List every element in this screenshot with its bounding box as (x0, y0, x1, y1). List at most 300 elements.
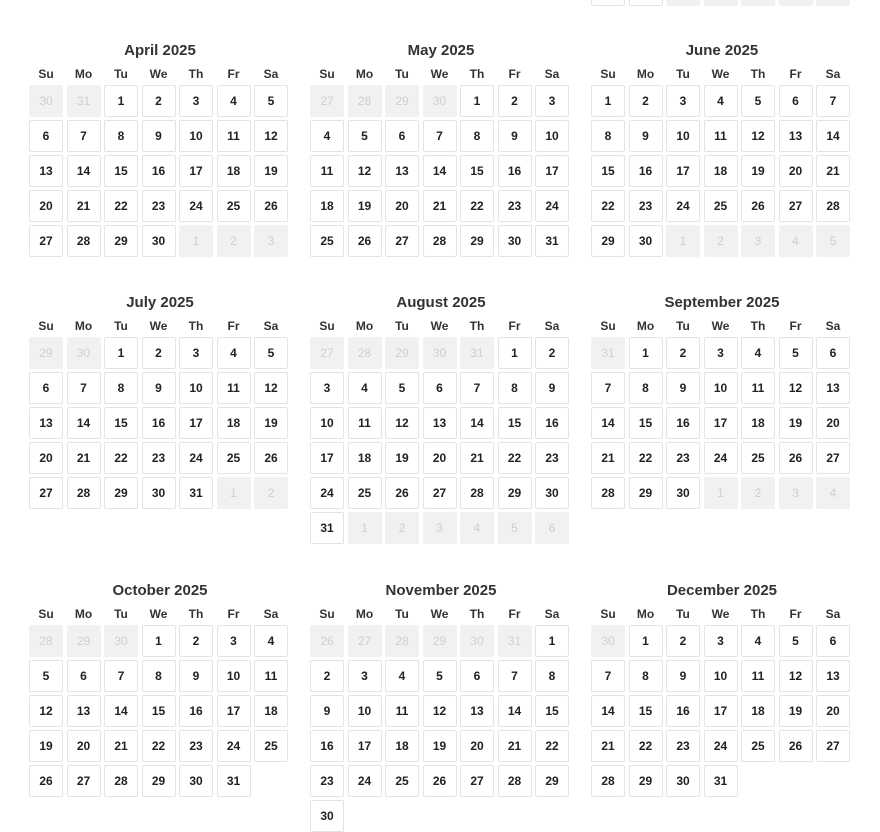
day-cell[interactable]: 9 (179, 660, 213, 692)
outside-day-cell[interactable]: 26 (310, 625, 344, 657)
day-cell[interactable]: 9 (666, 372, 700, 404)
day-cell[interactable]: 5 (385, 372, 419, 404)
day-cell[interactable]: 24 (704, 730, 738, 762)
day-cell[interactable]: 23 (629, 190, 663, 222)
day-cell[interactable]: 16 (498, 155, 532, 187)
day-cell[interactable]: 4 (217, 337, 251, 369)
day-cell[interactable]: 17 (535, 155, 569, 187)
day-cell[interactable]: 28 (498, 765, 532, 797)
outside-day-cell[interactable]: 3 (423, 512, 457, 544)
day-cell[interactable]: 21 (498, 730, 532, 762)
day-cell[interactable]: 19 (779, 407, 813, 439)
day-cell[interactable]: 15 (591, 155, 625, 187)
outside-day-cell[interactable]: 30 (67, 337, 101, 369)
day-cell[interactable]: 25 (741, 442, 775, 474)
day-cell[interactable]: 28 (423, 225, 457, 257)
day-cell[interactable]: 31 (704, 765, 738, 797)
outside-day-cell[interactable]: 2 (741, 477, 775, 509)
day-cell[interactable]: 28 (67, 225, 101, 257)
day-cell[interactable]: 7 (460, 372, 494, 404)
day-cell[interactable]: 29 (629, 477, 663, 509)
day-cell[interactable]: 20 (779, 155, 813, 187)
day-cell[interactable]: 14 (423, 155, 457, 187)
day-cell[interactable]: 18 (348, 442, 382, 474)
day-cell[interactable]: 2 (535, 337, 569, 369)
day-cell[interactable]: 17 (704, 407, 738, 439)
day-cell[interactable]: 8 (629, 372, 663, 404)
day-cell[interactable]: 4 (385, 660, 419, 692)
day-cell[interactable]: 18 (741, 695, 775, 727)
day-cell[interactable]: 21 (104, 730, 138, 762)
day-cell[interactable]: 11 (217, 120, 251, 152)
outside-day-cell[interactable]: 31 (498, 625, 532, 657)
day-cell[interactable]: 12 (385, 407, 419, 439)
day-cell[interactable]: 14 (498, 695, 532, 727)
day-cell[interactable]: 20 (816, 695, 850, 727)
day-cell[interactable]: 29 (460, 225, 494, 257)
day-cell[interactable]: 30 (666, 765, 700, 797)
day-cell[interactable]: 10 (704, 660, 738, 692)
day-cell[interactable]: 11 (741, 372, 775, 404)
day-cell[interactable]: 13 (779, 120, 813, 152)
day-cell[interactable]: 9 (666, 660, 700, 692)
outside-day-cell[interactable]: 27 (310, 85, 344, 117)
day-cell[interactable]: 29 (104, 225, 138, 257)
day-cell[interactable]: 17 (310, 442, 344, 474)
day-cell[interactable]: 5 (423, 660, 457, 692)
outside-day-cell[interactable]: 4 (460, 512, 494, 544)
outside-day-cell[interactable]: 30 (423, 337, 457, 369)
outside-day-cell[interactable]: 5 (816, 225, 850, 257)
outside-day-cell[interactable]: 30 (29, 85, 63, 117)
day-cell[interactable]: 7 (67, 372, 101, 404)
day-cell[interactable] (816, 0, 850, 6)
day-cell[interactable]: 1 (629, 337, 663, 369)
day-cell[interactable]: 30 (666, 477, 700, 509)
day-cell[interactable]: 5 (779, 337, 813, 369)
outside-day-cell[interactable]: 30 (591, 625, 625, 657)
day-cell[interactable]: 21 (423, 190, 457, 222)
day-cell[interactable]: 20 (385, 190, 419, 222)
day-cell[interactable]: 26 (385, 477, 419, 509)
day-cell[interactable]: 18 (254, 695, 288, 727)
day-cell[interactable]: 18 (310, 190, 344, 222)
day-cell[interactable]: 1 (535, 625, 569, 657)
outside-day-cell[interactable]: 2 (254, 477, 288, 509)
day-cell[interactable]: 12 (779, 372, 813, 404)
day-cell[interactable]: 24 (348, 765, 382, 797)
day-cell[interactable]: 15 (104, 155, 138, 187)
day-cell[interactable]: 19 (779, 695, 813, 727)
day-cell[interactable]: 15 (104, 407, 138, 439)
day-cell[interactable]: 22 (460, 190, 494, 222)
day-cell[interactable]: 11 (385, 695, 419, 727)
day-cell[interactable]: 27 (779, 190, 813, 222)
day-cell[interactable]: 27 (67, 765, 101, 797)
day-cell[interactable]: 21 (591, 442, 625, 474)
day-cell[interactable]: 5 (779, 625, 813, 657)
day-cell[interactable]: 25 (741, 730, 775, 762)
day-cell[interactable]: 8 (591, 120, 625, 152)
day-cell[interactable]: 1 (498, 337, 532, 369)
outside-day-cell[interactable]: 31 (591, 337, 625, 369)
day-cell[interactable]: 10 (348, 695, 382, 727)
day-cell[interactable]: 1 (460, 85, 494, 117)
outside-day-cell[interactable]: 3 (779, 477, 813, 509)
outside-day-cell[interactable]: 29 (29, 337, 63, 369)
day-cell[interactable]: 9 (142, 120, 176, 152)
day-cell[interactable]: 9 (535, 372, 569, 404)
outside-day-cell[interactable]: 2 (704, 225, 738, 257)
day-cell[interactable]: 13 (460, 695, 494, 727)
day-cell[interactable]: 26 (348, 225, 382, 257)
day-cell[interactable]: 11 (704, 120, 738, 152)
day-cell[interactable]: 6 (29, 372, 63, 404)
day-cell[interactable]: 25 (385, 765, 419, 797)
day-cell[interactable]: 21 (67, 190, 101, 222)
day-cell[interactable]: 13 (816, 372, 850, 404)
day-cell[interactable]: 25 (310, 225, 344, 257)
day-cell[interactable]: 1 (629, 625, 663, 657)
day-cell[interactable]: 16 (535, 407, 569, 439)
day-cell[interactable]: 10 (310, 407, 344, 439)
outside-day-cell[interactable]: 30 (423, 85, 457, 117)
day-cell[interactable]: 7 (498, 660, 532, 692)
day-cell[interactable]: 26 (254, 190, 288, 222)
day-cell[interactable]: 15 (629, 695, 663, 727)
day-cell[interactable]: 4 (741, 625, 775, 657)
day-cell[interactable]: 6 (816, 337, 850, 369)
day-cell[interactable]: 27 (816, 730, 850, 762)
day-cell[interactable]: 14 (67, 155, 101, 187)
day-cell[interactable]: 22 (629, 730, 663, 762)
outside-day-cell[interactable]: 28 (348, 85, 382, 117)
outside-day-cell[interactable]: 27 (348, 625, 382, 657)
outside-day-cell[interactable]: 2 (385, 512, 419, 544)
day-cell[interactable]: 14 (816, 120, 850, 152)
day-cell[interactable]: 29 (498, 477, 532, 509)
outside-day-cell[interactable]: 1 (217, 477, 251, 509)
day-cell[interactable]: 29 (629, 765, 663, 797)
day-cell[interactable]: 20 (423, 442, 457, 474)
day-cell[interactable]: 1 (104, 85, 138, 117)
day-cell[interactable]: 25 (704, 190, 738, 222)
day-cell[interactable]: 30 (498, 225, 532, 257)
day-cell[interactable]: 24 (704, 442, 738, 474)
day-cell[interactable]: 16 (666, 407, 700, 439)
day-cell[interactable]: 30 (179, 765, 213, 797)
day-cell[interactable]: 4 (704, 85, 738, 117)
day-cell[interactable]: 27 (460, 765, 494, 797)
outside-day-cell[interactable]: 1 (179, 225, 213, 257)
day-cell[interactable]: 9 (498, 120, 532, 152)
day-cell[interactable]: 12 (348, 155, 382, 187)
day-cell[interactable]: 2 (629, 85, 663, 117)
day-cell[interactable]: 22 (104, 442, 138, 474)
day-cell[interactable]: 7 (423, 120, 457, 152)
day-cell[interactable]: 17 (217, 695, 251, 727)
day-cell[interactable]: 20 (816, 407, 850, 439)
day-cell[interactable]: 16 (310, 730, 344, 762)
day-cell[interactable]: 31 (179, 477, 213, 509)
day-cell[interactable]: 3 (179, 85, 213, 117)
day-cell[interactable]: 4 (310, 120, 344, 152)
day-cell[interactable]: 7 (591, 660, 625, 692)
outside-day-cell[interactable]: 29 (67, 625, 101, 657)
day-cell[interactable]: 22 (104, 190, 138, 222)
day-cell[interactable]: 11 (741, 660, 775, 692)
day-cell[interactable]: 3 (310, 372, 344, 404)
day-cell[interactable]: 19 (385, 442, 419, 474)
day-cell[interactable]: 16 (666, 695, 700, 727)
day-cell[interactable]: 8 (629, 660, 663, 692)
day-cell[interactable]: 14 (591, 695, 625, 727)
day-cell[interactable]: 15 (142, 695, 176, 727)
day-cell[interactable]: 17 (348, 730, 382, 762)
day-cell[interactable]: 6 (385, 120, 419, 152)
day-cell[interactable]: 18 (217, 155, 251, 187)
day-cell[interactable]: 26 (779, 730, 813, 762)
day-cell[interactable] (629, 0, 663, 6)
outside-day-cell[interactable]: 31 (460, 337, 494, 369)
outside-day-cell[interactable]: 1 (666, 225, 700, 257)
day-cell[interactable]: 12 (254, 372, 288, 404)
day-cell[interactable]: 23 (666, 442, 700, 474)
outside-day-cell[interactable]: 29 (385, 85, 419, 117)
day-cell[interactable]: 2 (142, 337, 176, 369)
day-cell[interactable]: 22 (591, 190, 625, 222)
day-cell[interactable]: 30 (629, 225, 663, 257)
day-cell[interactable]: 21 (816, 155, 850, 187)
day-cell[interactable]: 27 (423, 477, 457, 509)
day-cell[interactable]: 7 (104, 660, 138, 692)
day-cell[interactable]: 4 (348, 372, 382, 404)
day-cell[interactable]: 26 (741, 190, 775, 222)
day-cell[interactable]: 21 (67, 442, 101, 474)
outside-day-cell[interactable]: 31 (67, 85, 101, 117)
day-cell[interactable]: 24 (310, 477, 344, 509)
day-cell[interactable]: 1 (104, 337, 138, 369)
day-cell[interactable]: 19 (348, 190, 382, 222)
day-cell[interactable]: 16 (179, 695, 213, 727)
day-cell[interactable]: 6 (779, 85, 813, 117)
day-cell[interactable]: 2 (142, 85, 176, 117)
day-cell[interactable]: 15 (498, 407, 532, 439)
day-cell[interactable]: 3 (704, 337, 738, 369)
day-cell[interactable]: 3 (179, 337, 213, 369)
day-cell[interactable]: 17 (704, 695, 738, 727)
day-cell[interactable]: 6 (67, 660, 101, 692)
day-cell[interactable]: 31 (310, 512, 344, 544)
day-cell[interactable]: 15 (460, 155, 494, 187)
day-cell[interactable]: 7 (591, 372, 625, 404)
day-cell[interactable]: 3 (217, 625, 251, 657)
day-cell[interactable]: 28 (591, 477, 625, 509)
day-cell[interactable]: 17 (179, 407, 213, 439)
day-cell[interactable]: 13 (29, 407, 63, 439)
day-cell[interactable]: 12 (254, 120, 288, 152)
day-cell[interactable]: 8 (142, 660, 176, 692)
day-cell[interactable]: 18 (704, 155, 738, 187)
outside-day-cell[interactable]: 1 (704, 477, 738, 509)
day-cell[interactable] (741, 0, 775, 6)
day-cell[interactable]: 24 (535, 190, 569, 222)
day-cell[interactable]: 15 (535, 695, 569, 727)
day-cell[interactable]: 9 (310, 695, 344, 727)
day-cell[interactable]: 23 (310, 765, 344, 797)
day-cell[interactable]: 26 (423, 765, 457, 797)
day-cell[interactable]: 8 (535, 660, 569, 692)
day-cell[interactable]: 24 (179, 190, 213, 222)
day-cell[interactable]: 30 (142, 477, 176, 509)
day-cell[interactable]: 19 (423, 730, 457, 762)
day-cell[interactable]: 7 (816, 85, 850, 117)
day-cell[interactable]: 3 (666, 85, 700, 117)
day-cell[interactable]: 2 (666, 337, 700, 369)
day-cell[interactable]: 3 (535, 85, 569, 117)
day-cell[interactable]: 30 (142, 225, 176, 257)
day-cell[interactable]: 9 (142, 372, 176, 404)
day-cell[interactable]: 31 (535, 225, 569, 257)
day-cell[interactable]: 6 (29, 120, 63, 152)
day-cell[interactable] (591, 0, 625, 6)
day-cell[interactable]: 20 (29, 190, 63, 222)
day-cell[interactable]: 11 (310, 155, 344, 187)
day-cell[interactable]: 1 (142, 625, 176, 657)
day-cell[interactable]: 5 (29, 660, 63, 692)
day-cell[interactable]: 8 (104, 372, 138, 404)
day-cell[interactable]: 16 (629, 155, 663, 187)
day-cell[interactable]: 13 (67, 695, 101, 727)
day-cell[interactable]: 10 (666, 120, 700, 152)
day-cell[interactable]: 22 (142, 730, 176, 762)
day-cell[interactable]: 6 (460, 660, 494, 692)
day-cell[interactable]: 16 (142, 407, 176, 439)
day-cell[interactable]: 16 (142, 155, 176, 187)
day-cell[interactable]: 1 (591, 85, 625, 117)
day-cell[interactable]: 4 (741, 337, 775, 369)
day-cell[interactable]: 24 (179, 442, 213, 474)
outside-day-cell[interactable]: 4 (816, 477, 850, 509)
day-cell[interactable]: 10 (179, 372, 213, 404)
day-cell[interactable]: 6 (816, 625, 850, 657)
outside-day-cell[interactable]: 1 (348, 512, 382, 544)
day-cell[interactable]: 30 (310, 800, 344, 832)
day-cell[interactable]: 19 (29, 730, 63, 762)
day-cell[interactable]: 20 (67, 730, 101, 762)
day-cell[interactable]: 13 (423, 407, 457, 439)
outside-day-cell[interactable]: 28 (29, 625, 63, 657)
day-cell[interactable]: 12 (423, 695, 457, 727)
day-cell[interactable]: 18 (385, 730, 419, 762)
outside-day-cell[interactable]: 27 (310, 337, 344, 369)
day-cell[interactable]: 28 (67, 477, 101, 509)
day-cell[interactable]: 10 (217, 660, 251, 692)
day-cell[interactable]: 22 (535, 730, 569, 762)
day-cell[interactable]: 10 (704, 372, 738, 404)
day-cell[interactable]: 2 (310, 660, 344, 692)
day-cell[interactable]: 20 (29, 442, 63, 474)
outside-day-cell[interactable]: 30 (460, 625, 494, 657)
day-cell[interactable]: 21 (460, 442, 494, 474)
day-cell[interactable]: 4 (254, 625, 288, 657)
day-cell[interactable]: 9 (629, 120, 663, 152)
day-cell[interactable]: 8 (460, 120, 494, 152)
day-cell[interactable]: 26 (779, 442, 813, 474)
day-cell[interactable]: 6 (423, 372, 457, 404)
day-cell[interactable] (666, 0, 700, 6)
day-cell[interactable]: 24 (217, 730, 251, 762)
day-cell[interactable]: 17 (666, 155, 700, 187)
day-cell[interactable] (704, 0, 738, 6)
day-cell[interactable]: 23 (666, 730, 700, 762)
outside-day-cell[interactable]: 28 (385, 625, 419, 657)
day-cell[interactable]: 28 (816, 190, 850, 222)
day-cell[interactable]: 27 (29, 477, 63, 509)
day-cell[interactable]: 26 (254, 442, 288, 474)
day-cell[interactable]: 27 (816, 442, 850, 474)
day-cell[interactable]: 14 (104, 695, 138, 727)
outside-day-cell[interactable]: 29 (423, 625, 457, 657)
day-cell[interactable]: 25 (217, 442, 251, 474)
day-cell[interactable]: 29 (104, 477, 138, 509)
day-cell[interactable]: 23 (142, 190, 176, 222)
day-cell[interactable]: 12 (741, 120, 775, 152)
outside-day-cell[interactable]: 5 (498, 512, 532, 544)
day-cell[interactable]: 13 (29, 155, 63, 187)
day-cell[interactable]: 12 (779, 660, 813, 692)
day-cell[interactable]: 29 (142, 765, 176, 797)
day-cell[interactable]: 12 (29, 695, 63, 727)
outside-day-cell[interactable]: 4 (779, 225, 813, 257)
day-cell[interactable]: 28 (104, 765, 138, 797)
outside-day-cell[interactable]: 29 (385, 337, 419, 369)
day-cell[interactable]: 26 (29, 765, 63, 797)
day-cell[interactable]: 14 (67, 407, 101, 439)
day-cell[interactable]: 18 (217, 407, 251, 439)
day-cell[interactable]: 7 (67, 120, 101, 152)
day-cell[interactable]: 5 (348, 120, 382, 152)
day-cell[interactable]: 29 (535, 765, 569, 797)
day-cell[interactable]: 2 (498, 85, 532, 117)
day-cell[interactable]: 10 (535, 120, 569, 152)
day-cell[interactable]: 31 (217, 765, 251, 797)
day-cell[interactable]: 8 (104, 120, 138, 152)
outside-day-cell[interactable]: 30 (104, 625, 138, 657)
outside-day-cell[interactable]: 2 (217, 225, 251, 257)
day-cell[interactable] (779, 0, 813, 6)
day-cell[interactable]: 24 (666, 190, 700, 222)
day-cell[interactable]: 5 (254, 337, 288, 369)
day-cell[interactable]: 2 (179, 625, 213, 657)
day-cell[interactable]: 22 (629, 442, 663, 474)
day-cell[interactable]: 3 (348, 660, 382, 692)
day-cell[interactable]: 11 (348, 407, 382, 439)
outside-day-cell[interactable]: 3 (254, 225, 288, 257)
day-cell[interactable]: 22 (498, 442, 532, 474)
day-cell[interactable]: 5 (254, 85, 288, 117)
outside-day-cell[interactable]: 3 (741, 225, 775, 257)
day-cell[interactable]: 21 (591, 730, 625, 762)
day-cell[interactable]: 23 (142, 442, 176, 474)
day-cell[interactable]: 11 (217, 372, 251, 404)
day-cell[interactable]: 18 (741, 407, 775, 439)
day-cell[interactable]: 25 (217, 190, 251, 222)
day-cell[interactable]: 23 (179, 730, 213, 762)
day-cell[interactable]: 25 (348, 477, 382, 509)
day-cell[interactable]: 10 (179, 120, 213, 152)
day-cell[interactable]: 14 (591, 407, 625, 439)
